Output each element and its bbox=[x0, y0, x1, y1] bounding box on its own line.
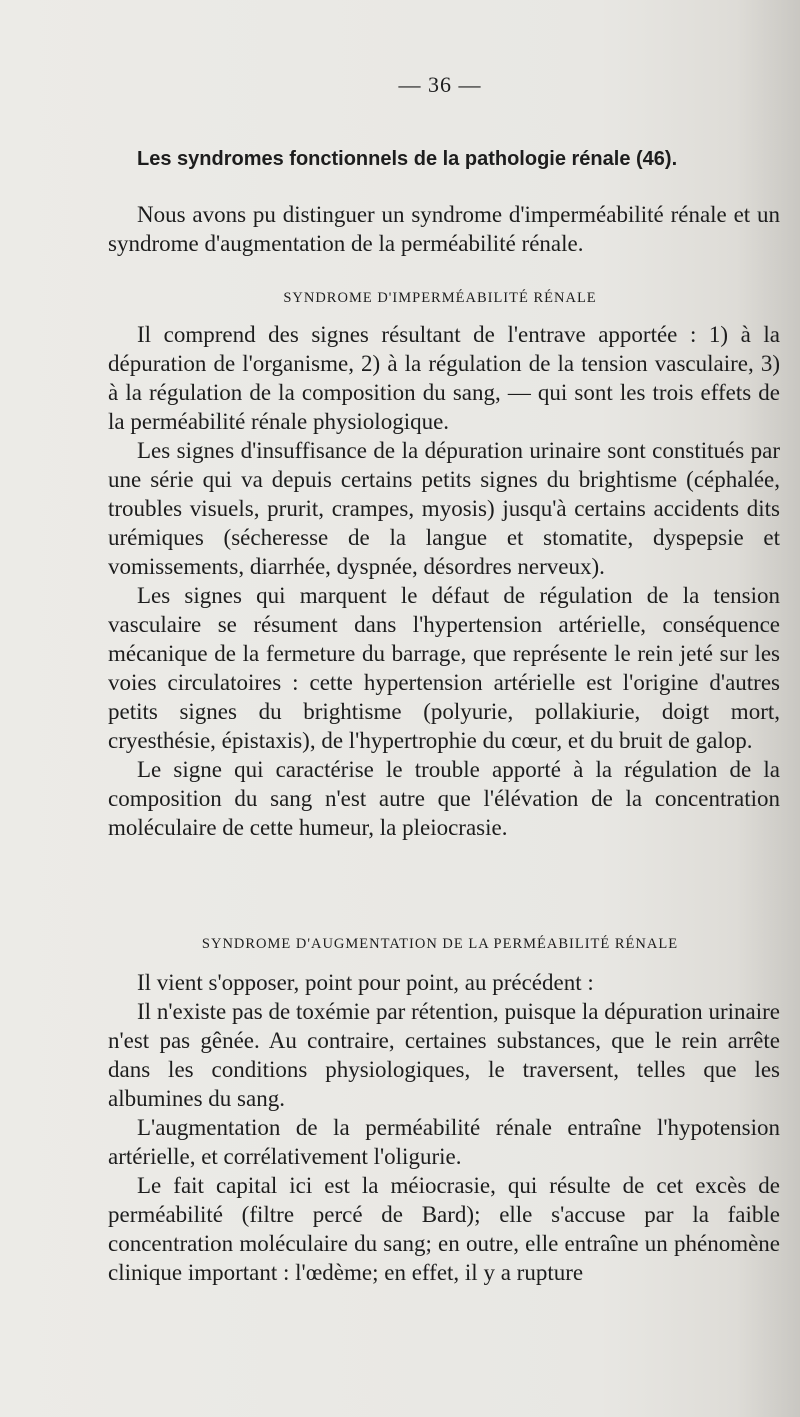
heading-increased-permeability: SYNDROME D'AUGMENTATION DE LA PERMÉABILITÉ RÉNALE bbox=[201, 936, 679, 952]
section-impermeability bbox=[108, 320, 780, 842]
paragraph: Il n'existe pas de toxémie par rétention, puisque la dépuration urinaire n'est pas gênée. Au contraire, certaines substances, que le rein arrête dans les conditions physiologiques, le traversent, telles que les albumines du sang. bbox=[108, 999, 780, 1111]
paragraph: Les signes d'insuffisance de la dépuration urinaire sont constitués par une série qui va depuis certains petits signes du brightisme (céphalée, troubles visuels, prurit, crampes, myosis) jusqu'à certains accidents dits urémiques (sécheresse de la langue et stomatite, dyspepsie et vomissements, diarrhée, dyspnée, désordres nerveux). bbox=[108, 438, 780, 579]
paragraph: Le signe qui caractérise le trouble apporté à la régulation de la composition du sang n'est autre que l'élévation de la concentration moléculaire de cette humeur, la pleiocrasie. bbox=[108, 757, 780, 840]
section-title: Les syndromes fonctionnels de la pathologie rénale (46). bbox=[137, 148, 678, 170]
heading-impermeability: SYNDROME D'IMPERMÉABILITÉ RÉNALE bbox=[283, 290, 597, 306]
paragraph: L'augmentation de la perméabilité rénale entraîne l'hypotension artérielle, et corrélativement l'oligurie. bbox=[108, 1115, 780, 1169]
paragraph: Il comprend des signes résultant de l'entrave apportée : 1) à la dépuration de l'organisme, 2) à la régulation de la tension vasculaire, 3) à la régulation de la composition du sang, — qui sont les trois effets de la perméabilité rénale physiologique. bbox=[108, 322, 780, 434]
intro-paragraph-block bbox=[108, 200, 780, 258]
paragraph: Le fait capital ici est la méiocrasie, qui résulte de cet excès de perméabilité (filtre percé de Bard); elle s'accuse par la faible concentration moléculaire du sang; en outre, elle entraîne un phénomène clinique important : l'œdème; en effet, il y a rupture bbox=[108, 1173, 780, 1285]
paragraph: Il vient s'opposer, point pour point, au précédent : bbox=[137, 970, 594, 995]
page-number: — 36 — bbox=[398, 72, 482, 97]
intro-paragraph: Nous avons pu distinguer un syndrome d'imperméabilité rénale et un syndrome d'augmentation de la perméabilité rénale. bbox=[108, 202, 780, 256]
paragraph: Les signes qui marquent le défaut de régulation de la tension vasculaire se résument dans l'hypertension artérielle, conséquence mécanique de la fermeture du barrage, que représente le rein jeté sur les voies circulatoires : cette hypertension artérielle est l'origine d'autres petits signes du brightisme (polyurie, pollakiurie, doigt mort, cryesthésie, épistaxis), de l'hypertrophie du cœur, et du bruit de galop. bbox=[108, 583, 780, 753]
section-increased-permeability bbox=[108, 968, 780, 1287]
